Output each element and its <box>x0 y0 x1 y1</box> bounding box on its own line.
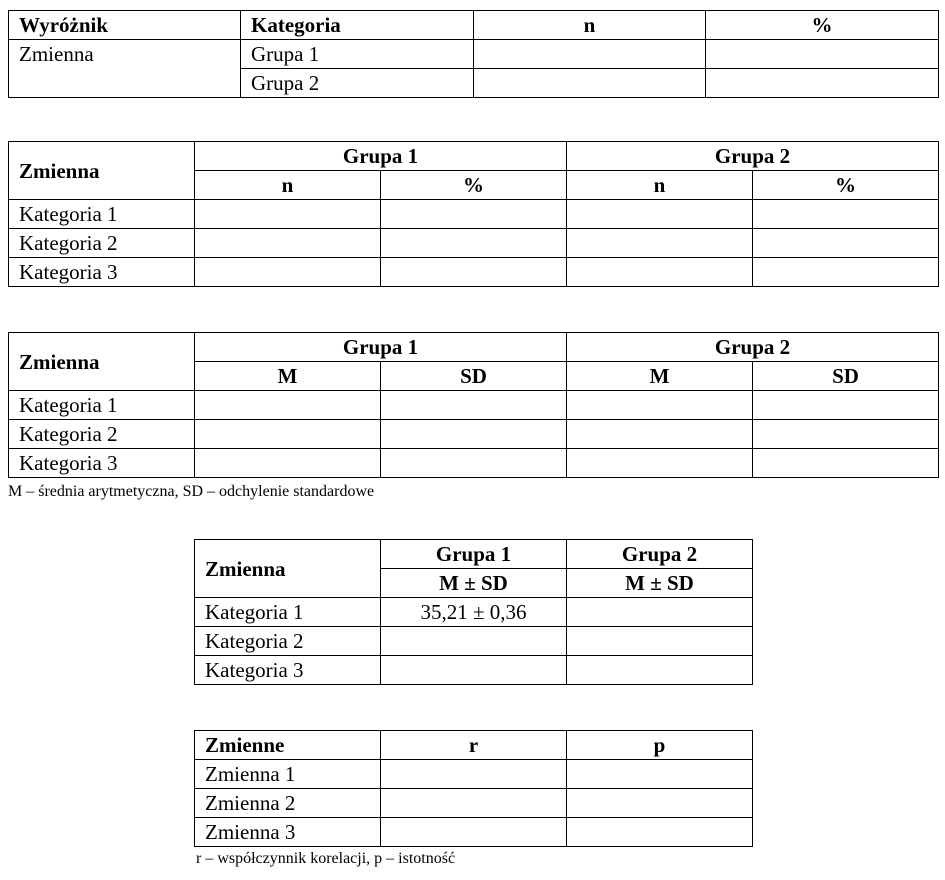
cell <box>567 449 753 478</box>
cell <box>381 818 567 847</box>
cell <box>195 229 381 258</box>
header-zmienna: Zmienna <box>9 142 195 200</box>
header-r: r <box>381 731 567 760</box>
cell <box>753 420 939 449</box>
header-group-1: Grupa 1 <box>381 540 567 569</box>
cell <box>567 258 753 287</box>
row-label: Kategoria 3 <box>9 449 195 478</box>
row-label: Kategoria 1 <box>195 598 381 627</box>
cell <box>195 449 381 478</box>
cell <box>753 391 939 420</box>
header-p: p <box>567 731 753 760</box>
subheader-m-pm-sd: M ± SD <box>381 569 567 598</box>
cell-percent <box>706 40 939 69</box>
row-label: Zmienna 2 <box>195 789 381 818</box>
cell <box>381 627 567 656</box>
group-label: Grupa 2 <box>241 69 474 98</box>
row-label: Kategoria 2 <box>9 420 195 449</box>
cell <box>753 229 939 258</box>
cell <box>567 818 753 847</box>
subheader-percent: % <box>381 171 567 200</box>
table-row <box>195 789 753 818</box>
cell <box>381 420 567 449</box>
cell <box>567 627 753 656</box>
cell <box>381 258 567 287</box>
table-row <box>195 656 753 685</box>
cell <box>567 200 753 229</box>
cell <box>195 420 381 449</box>
table-3-footnote: M – średnia arytmetyczna, SD – odchylenie standardowe <box>8 483 375 500</box>
table-row <box>195 760 753 789</box>
cell <box>753 258 939 287</box>
table-row <box>195 598 753 627</box>
cell-n <box>474 40 706 69</box>
cell <box>195 258 381 287</box>
table-correlation <box>194 730 753 847</box>
table-header-row <box>9 11 939 40</box>
cell-n <box>474 69 706 98</box>
subheader-n: n <box>195 171 381 200</box>
subheader-sd: SD <box>753 362 939 391</box>
table-5-footnote: r – współczynnik korelacji, p – istotność <box>196 850 456 867</box>
row-label: Kategoria 3 <box>9 258 195 287</box>
table-header-row <box>9 142 939 171</box>
header-n: n <box>474 11 706 40</box>
table-header-row <box>9 333 939 362</box>
cell <box>567 420 753 449</box>
header-zmienna: Zmienna <box>9 333 195 391</box>
subheader-n: n <box>567 171 753 200</box>
header-group-1: Grupa 1 <box>195 333 567 362</box>
subheader-m: M <box>567 362 753 391</box>
cell <box>567 760 753 789</box>
cell <box>567 656 753 685</box>
cell <box>753 449 939 478</box>
table-descriptor-category <box>8 10 939 98</box>
table-row <box>9 391 939 420</box>
table-row <box>195 818 753 847</box>
table-row <box>9 40 939 69</box>
cell <box>567 391 753 420</box>
row-label: Zmienna 3 <box>195 818 381 847</box>
cell <box>381 449 567 478</box>
cell <box>567 229 753 258</box>
cell <box>381 789 567 818</box>
header-percent: % <box>706 11 939 40</box>
table-mean-pm-sd <box>194 539 753 685</box>
subheader-sd: SD <box>381 362 567 391</box>
subheader-m-pm-sd: M ± SD <box>567 569 753 598</box>
row-label: Kategoria 3 <box>195 656 381 685</box>
row-label: Kategoria 1 <box>9 391 195 420</box>
table-header-row <box>195 731 753 760</box>
cell <box>567 789 753 818</box>
cell <box>567 598 753 627</box>
table-mean-sd-split <box>8 332 939 478</box>
header-group-2: Grupa 2 <box>567 142 939 171</box>
cell <box>381 229 567 258</box>
cell <box>753 200 939 229</box>
table-counts-by-group <box>8 141 939 287</box>
table-header-row <box>195 540 753 569</box>
cell <box>381 391 567 420</box>
group-label: Grupa 1 <box>241 40 474 69</box>
row-label: Kategoria 2 <box>195 627 381 656</box>
row-label-zmienna: Zmienna <box>9 40 241 98</box>
cell <box>195 391 381 420</box>
row-label: Kategoria 2 <box>9 229 195 258</box>
subheader-m: M <box>195 362 381 391</box>
header-zmienne: Zmienne <box>195 731 381 760</box>
cell-value: 35,21 ± 0,36 <box>381 598 567 627</box>
table-row <box>9 258 939 287</box>
cell <box>195 200 381 229</box>
table-row <box>195 627 753 656</box>
cell-percent <box>706 69 939 98</box>
cell <box>381 200 567 229</box>
cell <box>381 760 567 789</box>
row-label: Kategoria 1 <box>9 200 195 229</box>
table-row <box>9 420 939 449</box>
row-label: Zmienna 1 <box>195 760 381 789</box>
table-row <box>9 200 939 229</box>
header-zmienna: Zmienna <box>195 540 381 598</box>
header-group-2: Grupa 2 <box>567 333 939 362</box>
cell <box>381 656 567 685</box>
table-row <box>9 229 939 258</box>
header-group-2: Grupa 2 <box>567 540 753 569</box>
header-wyroznik: Wyróżnik <box>9 11 241 40</box>
subheader-percent: % <box>753 171 939 200</box>
header-kategoria: Kategoria <box>241 11 474 40</box>
table-row <box>9 449 939 478</box>
header-group-1: Grupa 1 <box>195 142 567 171</box>
